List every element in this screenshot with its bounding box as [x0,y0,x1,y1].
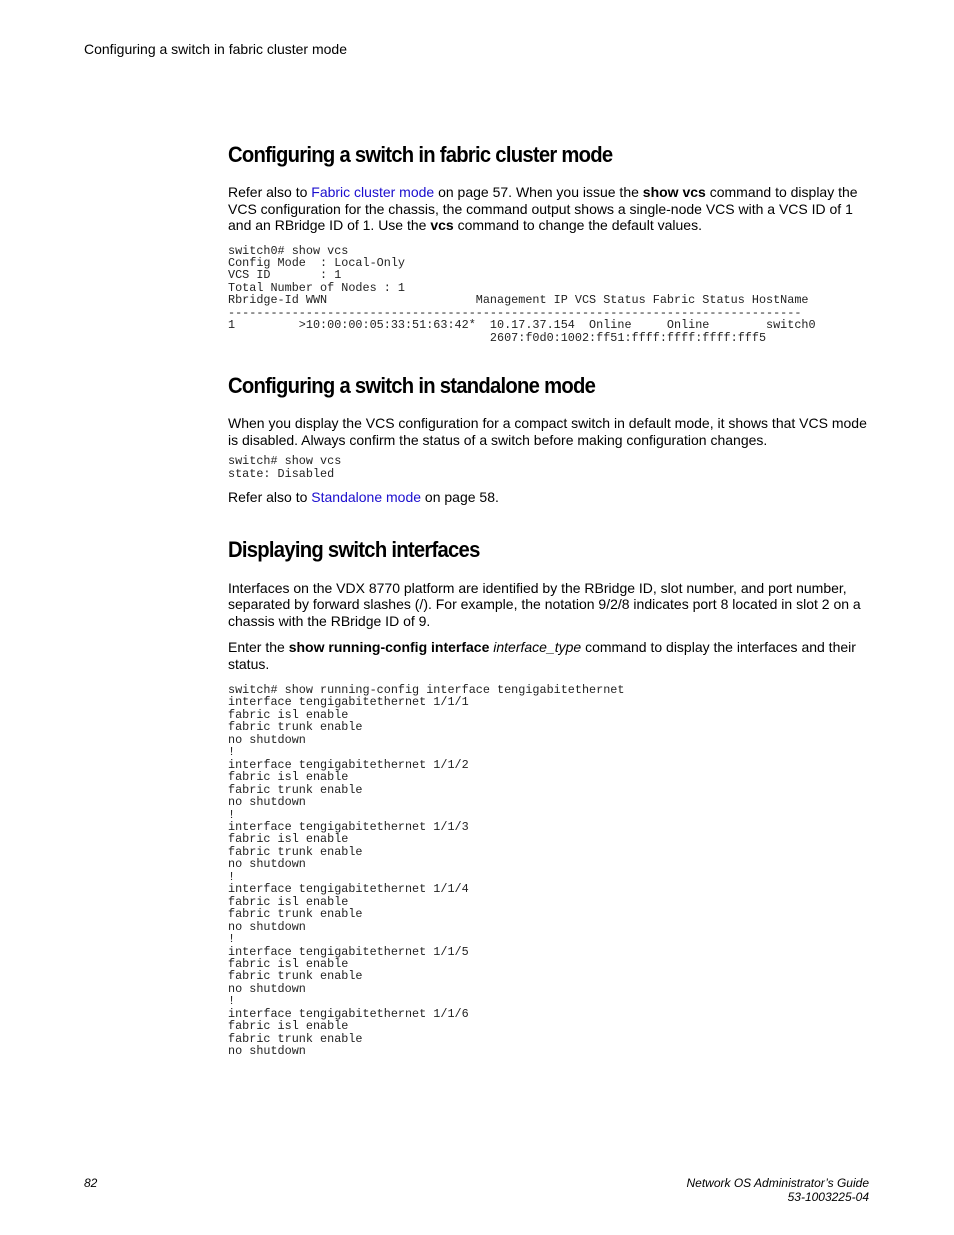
code-running-config-output: switch# show running-config interface tengigabitethernet interface tengigabitethernet 1/1/1 fabric isl enable fabric trunk enable no shutdown ! interface tengigabitethernet 1/1/2 fabric isl enable fabric trunk enable no shutdown ! interface tengigabitethernet 1/1/3 fabric isl enable fabric trunk enable no shutdown ! interface tengigabitethernet 1/1/4 fabric isl enable fabric trunk enable no shutdown ! interface tengigabitethernet 1/1/5 fabric isl enable fabric trunk enable no shutdown ! interface tengigabitethernet 1/1/6 fabric isl enable fabric trunk enable no shutdown [228,683,625,1059]
argument-interface-type: interface_type [493,639,582,656]
interfaces-command-intro: Enter the show running-config interface interface_type command to display the interfaces and their status. [228,639,856,672]
command-vcs: vcs [430,217,454,233]
footer-doc-info [686,1176,869,1204]
section-title-fabric-cluster: Configuring a switch in fabric cluster mode [228,142,613,167]
main-content [228,138,868,1058]
page-number: 82 [84,1176,98,1190]
standalone-mode-link[interactable]: Standalone mode [311,489,422,506]
section-title-standalone: Configuring a switch in standalone mode [228,373,596,399]
code-show-vcs-output: switch0# show vcs Config Mode : Local-Only VCS ID : 1 Total Number of Nodes : 1 Rbridge-Id WWN Management IP VCS Status Fabric Status HostName --------------------------------------------------------------------------------- 1 >10:00:00:05:33:51:63:42* 10.17.37.154 Online Online switch0 2607:f0d0:1002:ff51:ffff:ffff:ffff:fff5 [228,243,816,345]
standalone-reference: Refer also to Standalone mode on page 58. [228,489,499,506]
running-header: Configuring a switch in fabric cluster mode [84,41,348,57]
document-number: 53-1003225-04 [787,1190,869,1204]
section-title-interfaces: Displaying switch interfaces [228,536,480,562]
guide-title: Network OS Administrator’s Guide [686,1176,869,1190]
code-standalone-output: switch# show vcs state: Disabled [228,454,342,481]
command-show-vcs: show vcs [642,184,706,200]
fabric-cluster-intro: Refer also to Fabric cluster mode on page 57. When you issue the show vcs command to display the VCS configuration for the chassis, the command output shows a single-node VCS with a VCS ID of 1 and an RBridge ID of 1. Use the vcs command to change the default values. [228,184,858,233]
standalone-intro: When you display the VCS configuration for a compact switch in default mode, it shows that VCS mode is disabled. Always confirm the status of a switch before making configuration changes. [228,415,867,448]
command-show-running-config: show running-config interface [288,639,490,656]
fabric-cluster-mode-link[interactable]: Fabric cluster mode [311,184,435,200]
interfaces-intro: Interfaces on the VDX 8770 platform are identified by the RBridge ID, slot number, and port number, separated by forward slashes (/). For example, the notation 9/2/8 indicates port 8 located in slot 2 on a chassis with the RBridge ID of 9. [228,579,861,629]
